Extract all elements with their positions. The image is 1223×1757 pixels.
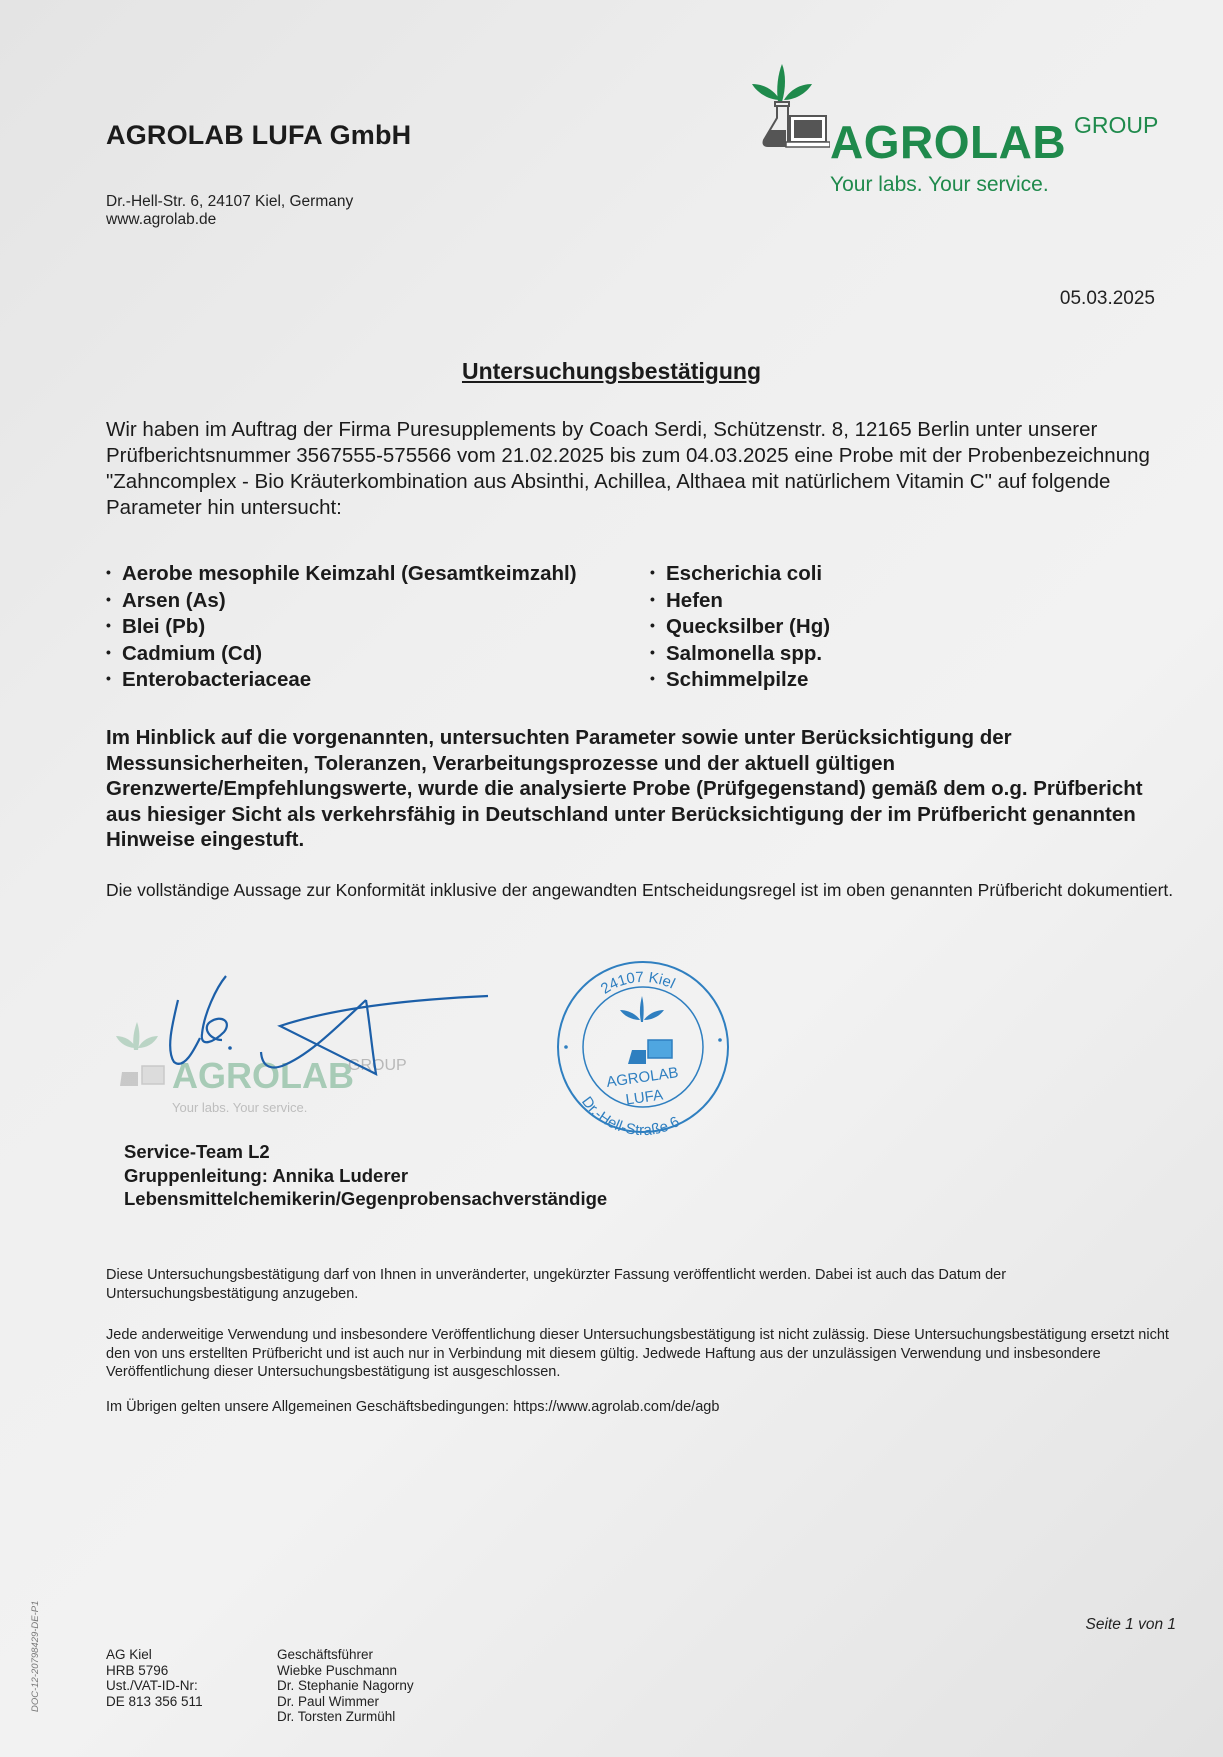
legal-usage-restriction: Jede anderweitige Verwendung und insbesondere Veröffentlichung dieser Untersuchungsbestätigung ist nicht zulässig. Diese Untersuchungsbestätigung ersetzt nicht den von uns erstellten Prüfbericht und ist auch nur in Verbindung mit diesem gültig. Jedwede Haftung aus der unzulässigen Verwendung und insbesondere Veröffentlichung dieser Untersuchungsbestätigung ist ausgeschlossen. (106, 1327, 1169, 1380)
footer-management (277, 1647, 414, 1725)
footer-manager: Dr. Torsten Zurmühl (277, 1709, 396, 1724)
document-title: Untersuchungsbestätigung (461, 358, 761, 384)
parameter-item: • Schimmelpilze (650, 668, 809, 691)
parameter-column-right (650, 560, 830, 693)
parameter-item: • Quecksilber (Hg) (650, 615, 831, 638)
company-address (106, 193, 353, 229)
footer-registry (106, 1647, 203, 1709)
document-id: DOC-12-20798429-DE-P1 (30, 1600, 41, 1712)
footer-vat-label: Ust./VAT-ID-Nr: (106, 1678, 198, 1693)
page-number: Seite 1 von 1 (1085, 1616, 1176, 1633)
bullet-icon: • (650, 617, 655, 633)
legal-terms-link[interactable]: Im Übrigen gelten unsere Allgemeinen Geschäftsbedingungen: https://www.agrolab.com/de/agb (106, 1399, 720, 1415)
bullet-icon: • (106, 617, 111, 633)
footer-hrb: HRB 5796 (106, 1662, 169, 1678)
bullet-icon: • (650, 590, 655, 607)
signature-area (108, 960, 758, 1145)
parameter-item: • Blei (Pb) (106, 615, 206, 638)
logo-tagline: Your labs. Your service. (830, 173, 1049, 196)
intro-paragraph: Wir haben im Auftrag der Firma Puresupplements by Coach Serdi, Schützenstr. 8, 12165 Berlin unter unserer Prüfberichtsnummer 3567555-575566 vom 21.02.2025 bis zum 04.03.2025 eine Probe mit der Probenbezeichnung "Zahncomplex - Bio Kräuterkombination aus Absinthi, Achillea, Althaea mit natürlichem Vitamin C" auf folgende Parameter hin untersucht: (106, 418, 1150, 519)
parameter-column-left (106, 560, 577, 693)
plant-flask-laptop-icon (748, 60, 830, 150)
footer-manager: Dr. Stephanie Nagorny (277, 1678, 414, 1693)
footer-vat-number: DE 813 356 511 (106, 1693, 203, 1709)
svg-text:24107 Kiel: 24107 Kiel (597, 968, 678, 998)
address-line: Dr.-Hell-Str. 6, 24107 Kiel, Germany (106, 193, 354, 210)
bullet-icon: • (106, 564, 111, 580)
legal-publication-note: Diese Untersuchungsbestätigung darf von Ihnen in unveränderter, ungekürzter Fassung veröffentlicht werden. Dabei ist auch das Datum der Untersuchungsbestätigung anzugeben. (106, 1267, 1007, 1302)
svg-text:LUFA: LUFA (624, 1086, 665, 1109)
website-link[interactable]: www.agrolab.de (106, 211, 217, 228)
footer-court: AG Kiel (106, 1647, 152, 1662)
bullet-icon: • (106, 643, 111, 660)
company-name: AGROLAB LUFA GmbH (106, 120, 412, 150)
watermark-tagline: Your labs. Your service. (172, 1100, 308, 1115)
logo-wordmark: AGROLAB (830, 116, 1067, 168)
agrolab-group-logo (748, 56, 1178, 206)
parameter-item: • Escherichia coli (650, 562, 823, 585)
bullet-icon: • (650, 643, 655, 660)
company-stamp (548, 952, 738, 1142)
signer-role: Lebensmittelchemikerin/Gegenprobensachverständige (124, 1188, 608, 1209)
footer-management-label: Geschäftsführer (277, 1647, 374, 1662)
parameter-item: • Salmonella spp. (650, 641, 823, 665)
parameter-item: • Aerobe mesophile Keimzahl (Gesamtkeimzahl) (106, 562, 577, 585)
watermark-group: GROUP (348, 1057, 407, 1074)
document-date: 05.03.2025 (1059, 288, 1155, 309)
verdict-paragraph: Im Hinblick auf die vorgenannten, untersuchten Parameter sowie unter Berücksichtigung der Messunsicherheiten, Toleranzen, Verarbeitungsprozesse und der aktuell gültigen Grenzwerte/Empfehlungswerte, wurde die analysierte Probe (Prüfgegenstand) gemäß dem o.g. Prüfbericht aus hiesiger Sicht als verkehrsfähig in Deutschland unter Berücksichtigung der im Prüfbericht genannten Hinweise eingestuft. (106, 726, 1143, 851)
bullet-icon: • (106, 590, 111, 607)
bullet-icon: • (106, 670, 111, 686)
watermark-wordmark: AGROLAB (172, 1055, 354, 1096)
footer-manager: Dr. Paul Wimmer (277, 1693, 380, 1709)
parameter-item: • Cadmium (Cd) (106, 641, 263, 665)
parameter-item: • Arsen (As) (106, 588, 226, 612)
bullet-icon: • (650, 564, 655, 580)
bullet-icon: • (650, 670, 655, 686)
conformity-note: Die vollständige Aussage zur Konformität inklusive der angewandten Entscheidungsregel ist im oben genannten Prüfbericht dokumentiert. (106, 880, 1174, 900)
signer-block (124, 1140, 607, 1211)
svg-text:AGROLAB: AGROLAB (605, 1064, 680, 1092)
parameter-item: • Enterobacteriaceae (106, 668, 312, 691)
signer-lead: Gruppenleitung: Annika Luderer (124, 1164, 409, 1186)
footer-manager: Wiebke Puschmann (277, 1662, 398, 1678)
signer-team: Service-Team L2 (124, 1141, 270, 1162)
svg-text:Dr.-Hell-Straße 6: Dr.-Hell-Straße 6 (577, 1093, 683, 1140)
logo-group-label: GROUP (1074, 112, 1159, 138)
parameter-item: • Hefen (650, 588, 723, 612)
